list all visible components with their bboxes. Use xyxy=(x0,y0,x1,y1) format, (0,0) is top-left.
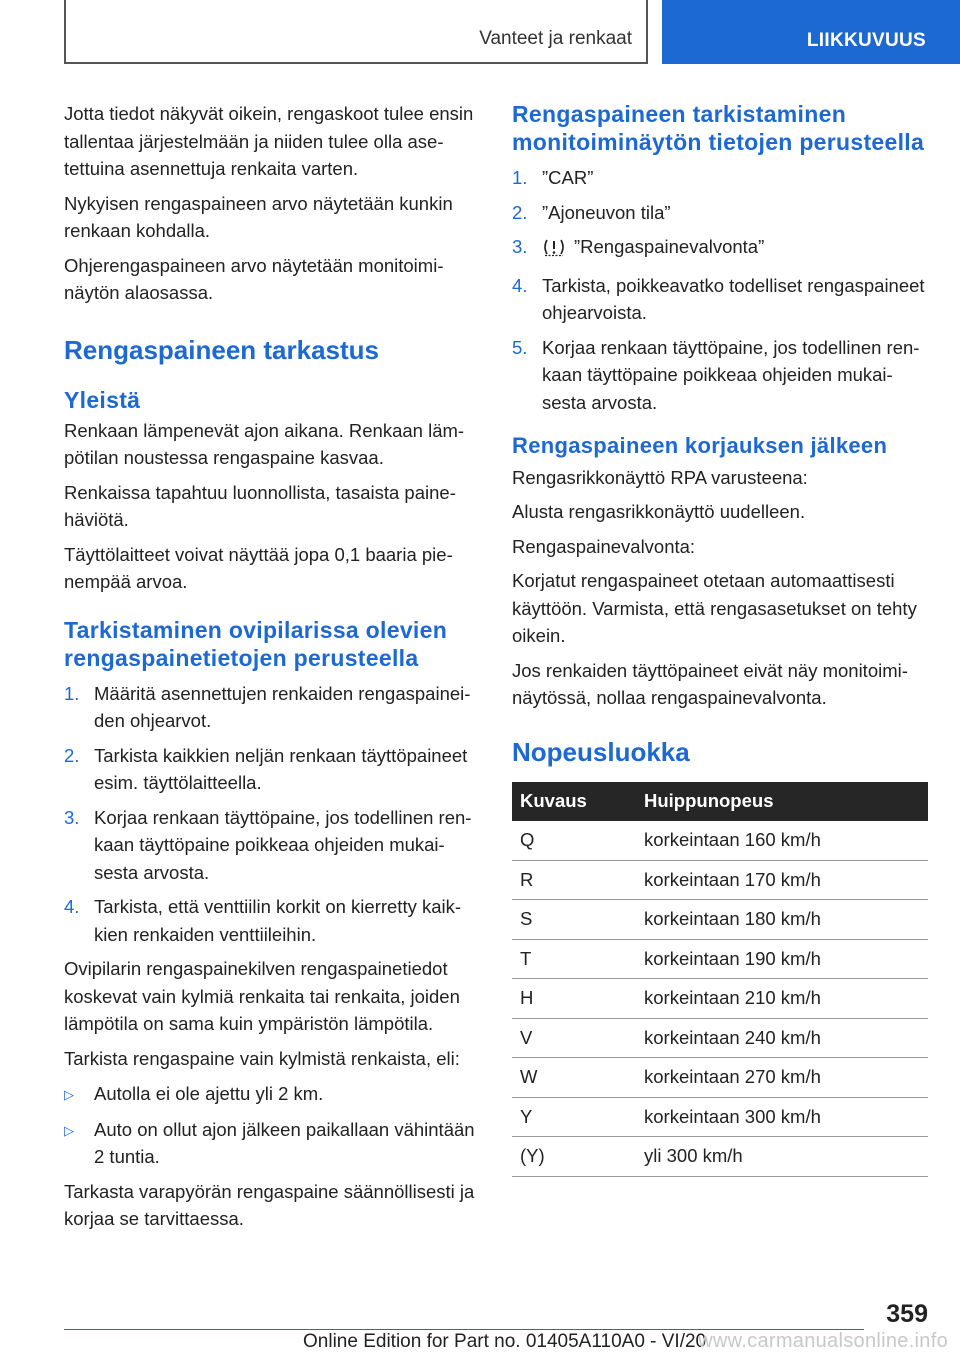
table-row xyxy=(512,1018,928,1058)
step-text: Tarkista, poikkeavatko todelliset rengaspaineet ohjearvoista. xyxy=(542,274,925,323)
step-text: ”CAR” xyxy=(542,167,594,188)
step-number: 3. xyxy=(64,806,80,828)
pillar-steps-list xyxy=(64,680,480,949)
list-item xyxy=(64,1116,480,1171)
tire-pressure-warning-icon xyxy=(542,237,566,265)
list-item xyxy=(64,804,480,887)
header-chapter-tab xyxy=(662,0,960,64)
step-text: Korjaa renkaan täyttöpaine, jos todellinen renkaan täyttöpaine poikkeaa ohjeiden mukaisesta arvosta. xyxy=(94,806,472,883)
table-row xyxy=(512,1137,928,1177)
bullet-text: Auto on ollut ajon jälkeen paikallaan vähintään 2 tuntia. xyxy=(94,1118,475,1167)
speed-code: (Y) xyxy=(512,1137,636,1177)
after-paragraph: Alusta rengasrikkonäyttö uudelleen. xyxy=(512,501,806,522)
speed-code: V xyxy=(512,1018,636,1058)
step-number: 1. xyxy=(64,682,80,704)
header-section-tab xyxy=(64,0,648,64)
left-column xyxy=(64,100,480,1240)
cold-tire-paragraph: Ovipilarin rengaspainekilven rengaspainetiedot koskevat vain kylmiä renkaita tai renkaita, joiden lämpötila on sama kuin ympäristön lämpötila. xyxy=(64,958,460,1034)
triangle-bullet-icon: ▷ xyxy=(64,1122,74,1138)
intro-paragraph: Ohjerengaspaineen arvo näytetään monitoiminäytön alaosassa. xyxy=(64,254,444,303)
right-column xyxy=(512,100,928,1177)
step-number: 2. xyxy=(64,744,80,766)
step-text: Tarkista, että venttiilin korkit on kierretty kaikkien renkaiden venttiileihin. xyxy=(94,896,462,945)
table-row xyxy=(512,979,928,1019)
list-item xyxy=(64,893,480,948)
bullet-text: Autolla ei ole ajettu yli 2 km. xyxy=(94,1083,324,1104)
step-number: 4. xyxy=(64,896,80,917)
speed-code: Q xyxy=(512,821,636,861)
heading-general: Yleistä xyxy=(64,386,141,413)
heading-after-correction: Rengaspaineen korjauksen jälkeen xyxy=(512,433,888,458)
list-item xyxy=(512,334,928,417)
spare-wheel-paragraph: Tarkasta varapyörän rengaspaine säännöllisesti ja korjaa se tarvittaessa. xyxy=(64,1180,475,1229)
step-text: Korjaa renkaan täyttöpaine, jos todellinen renkaan täyttöpaine poikkeaa ohjeiden mukaisesta arvosta. xyxy=(542,336,920,413)
speed-code: R xyxy=(512,860,636,900)
step-number: 3. xyxy=(512,236,528,257)
column-header: Huippunopeus xyxy=(636,782,928,821)
speed-code: T xyxy=(512,939,636,979)
step-number: 1. xyxy=(512,167,528,188)
list-item xyxy=(64,680,480,735)
max-speed: korkeintaan 210 km/h xyxy=(636,979,928,1019)
cold-tire-intro: Tarkista rengaspaine vain kylmistä renkaista, eli: xyxy=(64,1047,460,1069)
table-row xyxy=(512,1097,928,1137)
step-text: Tarkista kaikkien neljän renkaan täyttöpaineet esim. täyttölaitteella. xyxy=(94,744,468,793)
speed-code: S xyxy=(512,900,636,940)
speed-code: Y xyxy=(512,1097,636,1137)
general-paragraph: Renkaissa tapahtuu luonnollista, tasaista painehäviötä. xyxy=(64,481,456,530)
max-speed: korkeintaan 300 km/h xyxy=(636,1097,928,1137)
heading-tire-check: Rengaspaineen tarkastus xyxy=(64,334,380,365)
list-item xyxy=(64,1080,480,1109)
triangle-bullet-icon: ▷ xyxy=(64,1087,74,1102)
max-speed: korkeintaan 270 km/h xyxy=(636,1058,928,1098)
heading-door-pillar-check: Tarkistaminen ovipilarissa olevien rengaspainetietojen perusteella xyxy=(64,616,448,671)
table-row xyxy=(512,939,928,979)
section-title: Vanteet ja renkaat xyxy=(479,28,632,49)
watermark: www.carmanualsonline.info xyxy=(698,1330,948,1352)
heading-speed-rating: Nopeusluokka xyxy=(512,736,690,767)
step-number: 5. xyxy=(512,336,528,358)
intro-paragraph: Nykyisen rengaspaineen arvo näytetään kunkin renkaan kohdalla. xyxy=(64,192,453,241)
table-row xyxy=(512,821,928,861)
table-header-row xyxy=(512,782,928,821)
general-paragraph: Täyttölaitteet voivat näyttää jopa 0,1 baaria pienempää arvoa. xyxy=(64,543,453,592)
table-row xyxy=(512,860,928,900)
max-speed: korkeintaan 190 km/h xyxy=(636,939,928,979)
speed-rating-table xyxy=(512,782,928,1177)
list-item xyxy=(512,164,928,192)
edition-text: Online Edition for Part no. 01405A110A0 - VI/20 xyxy=(303,1331,707,1352)
table-row xyxy=(512,900,928,940)
cold-tire-bullets xyxy=(64,1080,480,1171)
step-number: 4. xyxy=(512,274,528,296)
step-text: ”Ajoneuvon tila” xyxy=(542,201,671,223)
list-item xyxy=(512,199,928,227)
max-speed: korkeintaan 170 km/h xyxy=(636,860,928,900)
display-steps-list xyxy=(512,164,928,416)
list-item xyxy=(512,272,928,327)
after-paragraph: Jos renkaiden täyttöpaineet eivät näy monitoiminäytössä, nollaa rengaspainevalvonta. xyxy=(512,659,908,708)
after-paragraph: Korjatut rengaspaineet otetaan automaattisesti käyttöön. Varmista, että rengasasetukset on tehty oikein. xyxy=(512,570,917,646)
step-text: Määritä asennettujen renkaiden rengaspaineiden ohjearvot. xyxy=(94,682,471,731)
step-number: 2. xyxy=(512,201,528,223)
page-number: 359 xyxy=(886,1300,928,1328)
speed-code: W xyxy=(512,1058,636,1098)
max-speed: yli 300 km/h xyxy=(636,1137,928,1177)
list-item xyxy=(64,742,480,797)
column-header: Kuvaus xyxy=(512,782,636,821)
max-speed: korkeintaan 160 km/h xyxy=(636,821,928,861)
chapter-title: LIIKKUVUUS xyxy=(806,30,926,51)
intro-paragraph: Jotta tiedot näkyvät oikein, rengaskoot tulee ensin tallentaa järjestelmään ja niiden tulee olla asetettuina asennettuja renkaita varten. xyxy=(64,103,474,179)
step-text: ”Rengaspainevalvonta” xyxy=(574,236,765,257)
after-paragraph: Rengaspainevalvonta: xyxy=(512,535,696,557)
max-speed: korkeintaan 240 km/h xyxy=(636,1018,928,1058)
list-item xyxy=(512,233,928,265)
step-text-with-icon xyxy=(542,233,928,265)
speed-code: H xyxy=(512,979,636,1019)
after-paragraph: Rengasrikkonäyttö RPA varusteena: xyxy=(512,466,808,488)
general-paragraph: Renkaan lämpenevät ajon aikana. Renkaan lämpötilan noustessa rengaspaine kasvaa. xyxy=(64,419,465,468)
max-speed: korkeintaan 180 km/h xyxy=(636,900,928,940)
heading-display-check: Rengaspaineen tarkistaminen monitoiminäytön tietojen perusteella xyxy=(512,101,925,155)
table-row xyxy=(512,1058,928,1098)
